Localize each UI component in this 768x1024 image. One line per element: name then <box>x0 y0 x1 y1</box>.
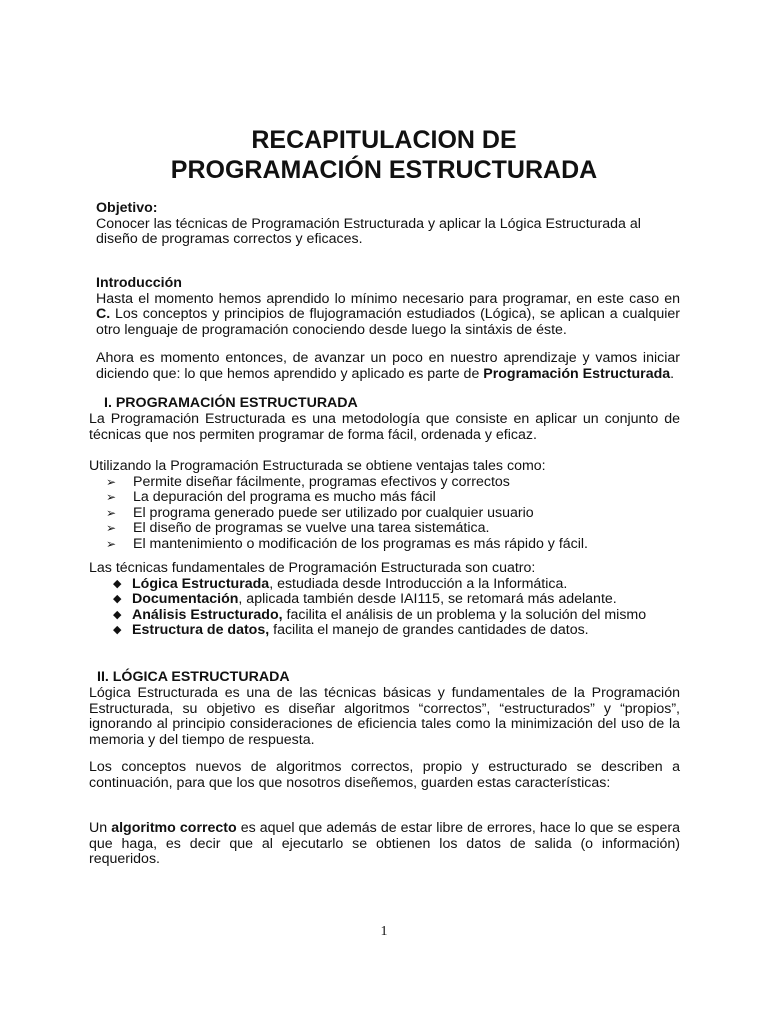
bold-text-run: Programación Estructurada <box>483 365 671 382</box>
introduccion-paragraph-2 <box>96 351 680 382</box>
diamond-bullet-icon: ◆ <box>113 608 122 621</box>
introduccion-heading: Introducción <box>96 275 182 291</box>
technique-name: Estructura de datos, <box>132 622 270 639</box>
section-2-paragraph-2: Los conceptos nuevos de algoritmos correctos, propio y estructurado se describen a continuación, para que los que nosotros diseñemos, guarden estas características: <box>89 759 680 791</box>
introduccion-section <box>96 276 680 338</box>
section-2-paragraph-1: Lógica Estructurada es una de las técnicas básicas y fundamentales de la Programación Estructurada, su objetivo es diseñar algoritmos “correctos”, “estructurados” y “propios”, ignorando al principio consideraciones de eficiencia tales como la minimización del uso de la memoria y del tiempo de respuesta. <box>89 685 680 748</box>
technique-description: , estudiada desde Introducción a la Informática. <box>269 575 568 592</box>
list-item <box>89 537 680 553</box>
list-item <box>89 623 680 639</box>
introduccion-paragraph-1 <box>96 292 680 339</box>
techniques-intro: Las técnicas fundamentales de Programación Estructurada son cuatro: <box>89 560 536 576</box>
list-item-text: El diseño de programas se vuelve una tarea sistemática. <box>133 520 490 537</box>
diamond-bullet-icon: ◆ <box>113 593 122 606</box>
list-item-text: Permite diseñar fácilmente, programas efectivos y correctos <box>133 473 510 490</box>
arrowhead-bullet-icon: ➢ <box>106 505 117 520</box>
objetivo-section <box>96 201 680 248</box>
section-2-heading: II. LÓGICA ESTRUCTURADA <box>97 669 290 685</box>
text-run: . <box>670 365 675 382</box>
objetivo-heading: Objetivo: <box>96 200 158 216</box>
technique-name: Documentación <box>132 591 239 608</box>
arrowhead-bullet-icon: ➢ <box>106 474 117 489</box>
arrowhead-bullet-icon: ➢ <box>106 536 117 551</box>
diamond-bullet-icon: ◆ <box>113 624 122 637</box>
section-1-paragraph-1-block <box>89 412 680 443</box>
document-title <box>0 125 768 185</box>
technique-description: , aplicada también desde IAI115, se retomará más adelante. <box>238 591 617 608</box>
list-item <box>89 521 680 537</box>
bold-text-run: C. <box>96 306 111 323</box>
section-1-heading: I. PROGRAMACIÓN ESTRUCTURADA <box>104 395 358 411</box>
list-item <box>89 490 680 506</box>
text-run: Un <box>89 820 112 836</box>
section-2-paragraph-2-block <box>89 760 680 791</box>
arrowhead-bullet-icon: ➢ <box>106 521 117 536</box>
technique-description: facilita el análisis de un problema y la solución del mismo <box>282 606 647 623</box>
page-number: 1 <box>380 924 388 939</box>
section-1-paragraph-1: La Programación Estructurada es una metodología que consiste en aplicar un conjunto de técnicas que nos permiten programar de forma fácil, ordenada y eficaz. <box>89 411 680 443</box>
introduccion-paragraph-2-block <box>96 351 680 382</box>
advantages-intro: Utilizando la Programación Estructurada se obtiene ventajas tales como: <box>89 458 546 474</box>
list-item <box>89 506 680 522</box>
section-2-paragraph-3 <box>89 821 680 868</box>
list-item-text: La depuración del programa es mucho más fácil <box>133 489 436 506</box>
section-2-paragraph-3-block <box>89 821 680 868</box>
list-item-text: El programa generado puede ser utilizado por cualquier usuario <box>133 504 534 521</box>
list-item <box>89 577 680 593</box>
advantages-list <box>89 475 680 553</box>
text-run: es aquel que además de estar libre de errores, hace lo que se espera que haga, es decir que al ejecutarlo se obtienen los datos de salida (o información) requeridos. <box>89 820 680 868</box>
list-item <box>89 592 680 608</box>
arrowhead-bullet-icon: ➢ <box>106 490 117 505</box>
technique-description: facilita el manejo de grandes cantidades de datos. <box>269 622 589 639</box>
techniques-list <box>89 577 680 639</box>
list-item <box>89 608 680 624</box>
advantages-block <box>89 459 680 553</box>
text-run: Los conceptos y principios de flujogramación estudiados (Lógica), se aplican a cualquier otro lenguaje de programación conociendo desde luego la sintáxis de éste. <box>96 306 680 338</box>
list-item <box>89 475 680 491</box>
title-line-1: RECAPITULACION DE <box>251 126 517 154</box>
bold-text-run: algoritmo correcto <box>111 820 237 836</box>
list-item-text: El mantenimiento o modificación de los programas es más rápido y fácil. <box>133 535 588 552</box>
technique-name: Análisis Estructurado, <box>132 606 283 623</box>
techniques-block <box>89 561 680 639</box>
technique-name: Lógica Estructurada <box>132 575 270 592</box>
diamond-bullet-icon: ◆ <box>113 577 122 590</box>
section-2-paragraph-1-block <box>89 686 680 748</box>
text-run: Hasta el momento hemos aprendido lo mínimo necesario para programar, en este caso en <box>96 290 680 307</box>
text-run: Ahora es momento entonces, de avanzar un poco en nuestro aprendizaje y vamos iniciar diciendo que: lo que hemos aprendido y aplicado es parte de <box>96 350 680 382</box>
title-line-2: PROGRAMACIÓN ESTRUCTURADA <box>170 156 598 184</box>
objetivo-text: Conocer las técnicas de Programación Estructurada y aplicar la Lógica Estructurada al diseño de programas correctos y eficaces. <box>96 215 641 248</box>
